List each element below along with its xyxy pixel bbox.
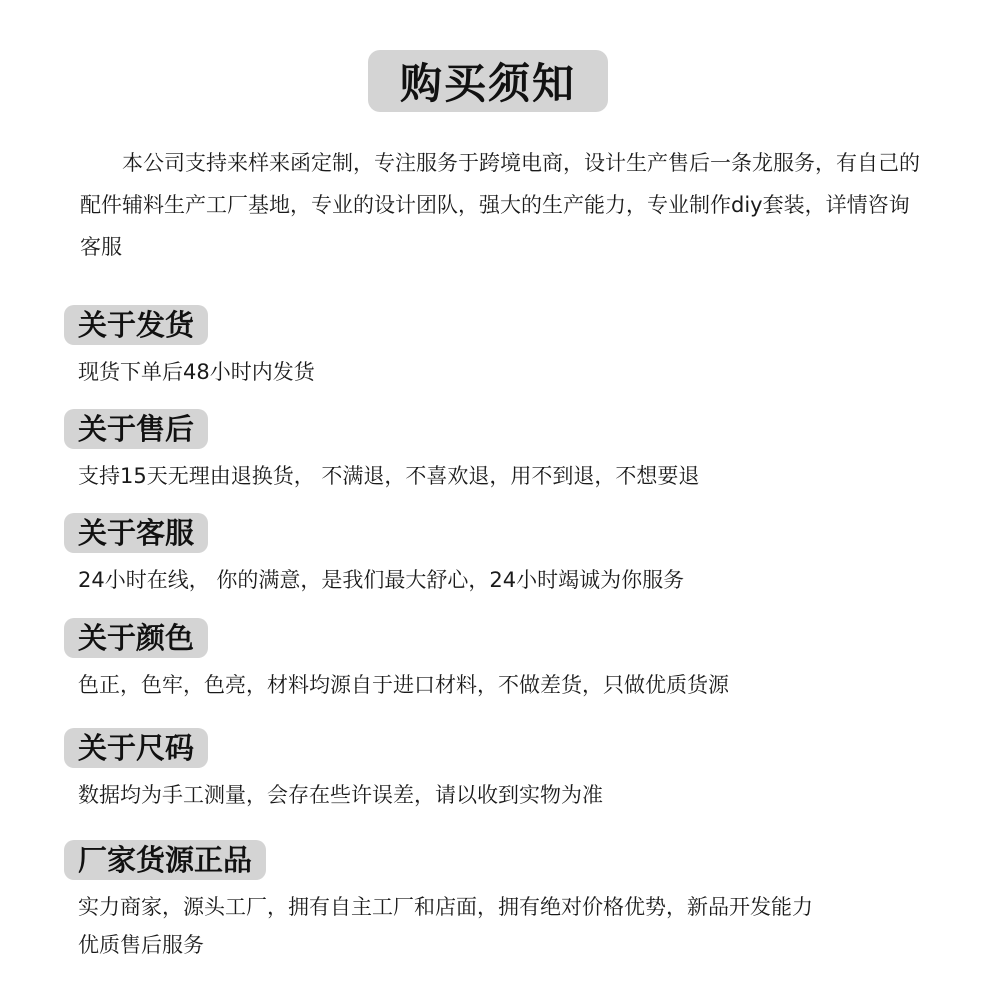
section-text: 数据均为手工测量，会存在些许误差，请以收到实物为准 xyxy=(78,783,603,807)
section-text: 现货下单后48小时内发货 xyxy=(78,360,315,384)
section-text: 优质售后服务 xyxy=(78,933,204,957)
section-text: 实力商家，源头工厂，拥有自主工厂和店面，拥有绝对价格优势，新品开发能力 xyxy=(78,895,813,919)
section-shipping xyxy=(64,305,944,391)
section-genuine-source xyxy=(64,840,944,964)
section-heading: 关于颜色 xyxy=(64,618,208,658)
intro-paragraph: 本公司支持来样来函定制，专注服务于跨境电商，设计生产售后一条龙服务，有自己的配件辅料生产工厂基地，专业的设计团队，强大的生产能力，专业制作diy套装，详情咨询客服 xyxy=(80,151,920,259)
section-text: 支持15天无理由退换货， 不满退，不喜欢退，用不到退，不想要退 xyxy=(78,464,700,488)
section-size xyxy=(64,728,944,814)
section-heading: 关于尺码 xyxy=(64,728,208,768)
page-title: 购买须知 xyxy=(368,50,608,112)
section-text: 24小时在线， 你的满意，是我们最大舒心，24小时竭诚为你服务 xyxy=(78,568,685,592)
section-heading: 厂家货源正品 xyxy=(64,840,266,880)
section-heading: 关于客服 xyxy=(64,513,208,553)
section-heading: 关于发货 xyxy=(64,305,208,345)
section-customer-service xyxy=(64,513,944,599)
section-color xyxy=(64,618,944,704)
section-heading: 关于售后 xyxy=(64,409,208,449)
section-text: 色正，色牢，色亮，材料均源自于进口材料，不做差货，只做优质货源 xyxy=(78,673,729,697)
section-after-sales xyxy=(64,409,944,495)
